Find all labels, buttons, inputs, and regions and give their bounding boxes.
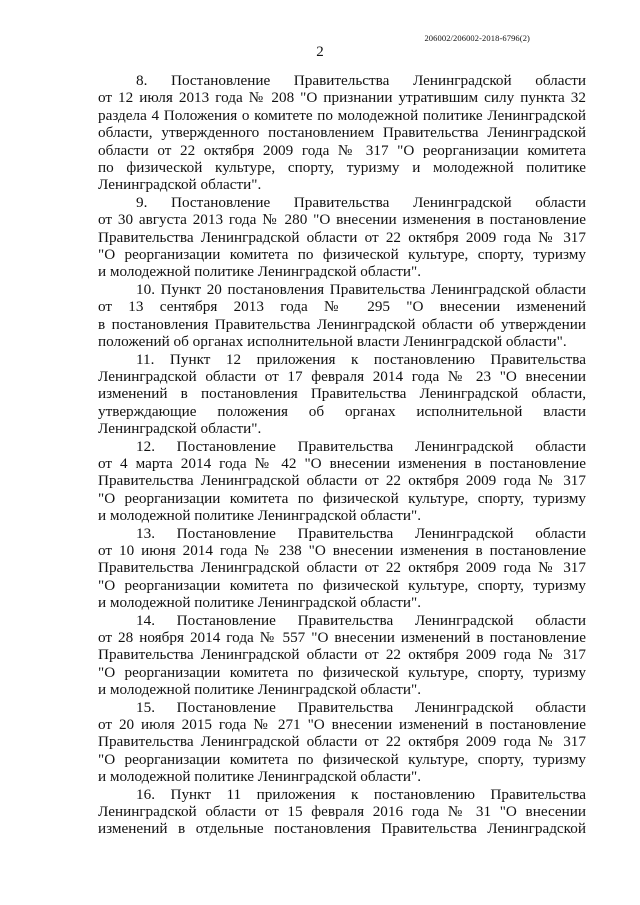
text-line: в постановления Правительства Ленинградской области об утверждении <box>98 315 586 333</box>
text-line: Ленинградской области". <box>98 176 262 194</box>
text-line: 14. Постановление Правительства Ленинградской области <box>136 611 586 629</box>
document-code: 206002/206002-2018-6796(2) <box>424 33 530 43</box>
text-line: и молодежной политике Ленинградской области". <box>98 768 422 786</box>
text-line: 13. Постановление Правительства Ленинградской области <box>136 524 586 542</box>
text-line: от 20 июля 2015 года № 271 "О внесении изменений в постановление <box>98 716 586 734</box>
list-item <box>98 281 586 351</box>
text-line: раздела 4 Положения о комитете по молодежной политике Ленинградской <box>98 106 586 124</box>
text-line: от 10 июня 2014 года № 238 "О внесении изменения в постановление <box>98 541 586 559</box>
text-line: "О реорганизации комитета по физической культуре, спорту, туризму <box>98 246 586 264</box>
text-line: Ленинградской области от 15 февраля 2016 года № 31 "О внесении <box>98 803 586 821</box>
text-line: от 4 марта 2014 года № 42 "О внесении изменения в постановление <box>98 454 586 472</box>
text-line: "О реорганизации комитета по физической культуре, спорту, туризму <box>98 750 586 768</box>
text-line: 15. Постановление Правительства Ленинградской области <box>136 698 586 716</box>
text-line: 8. Постановление Правительства Ленинградской области <box>136 72 586 89</box>
list-item <box>98 351 586 438</box>
list-item <box>98 72 586 194</box>
list-item <box>98 194 586 281</box>
text-line: 10. Пункт 20 постановления Правительства Ленинградской области <box>136 280 586 298</box>
text-line: Ленинградской области от 17 февраля 2014 года № 23 "О внесении <box>98 367 586 385</box>
document-body <box>98 72 586 838</box>
text-line: по физической культуре, спорту, туризму и молодежной политике <box>98 159 586 177</box>
text-line: Правительства Ленинградской области от 22 октября 2009 года № 317 <box>98 472 586 490</box>
text-line: Ленинградской области". <box>98 420 262 438</box>
text-line: положений об органах исполнительной власти Ленинградской области". <box>98 333 567 351</box>
text-line: от 28 ноября 2014 года № 557 "О внесении изменений в постановление <box>98 629 586 646</box>
text-line: изменений в отдельные постановления Правительства Ленинградской <box>98 820 586 838</box>
text-line: Правительства Ленинградской области от 22 октября 2009 года № 317 <box>98 559 586 577</box>
text-line: Правительства Ленинградской области от 22 октября 2009 года № 317 <box>98 646 586 664</box>
page-number: 2 <box>316 44 324 60</box>
text-line: "О реорганизации комитета по физической культуре, спорту, туризму <box>98 576 586 594</box>
text-line: от 30 августа 2013 года № 280 "О внесении изменения в постановление <box>98 211 586 229</box>
text-line: области, утвержденного постановлением Правительства Ленинградской <box>98 124 586 142</box>
text-line: от 12 июля 2013 года № 208 "О признании утратившим силу пункта 32 <box>98 89 586 107</box>
text-line: и молодежной политике Ленинградской области". <box>98 263 422 281</box>
text-line: 11. Пункт 12 приложения к постановлению Правительства <box>136 350 586 368</box>
list-item <box>98 786 586 838</box>
list-item <box>98 699 586 786</box>
text-line: и молодежной политике Ленинградской области". <box>98 681 422 699</box>
text-line: Правительства Ленинградской области от 22 октября 2009 года № 317 <box>98 228 586 246</box>
list-item <box>98 612 586 699</box>
text-line: Правительства Ленинградской области от 22 октября 2009 года № 317 <box>98 733 586 751</box>
text-line: 9. Постановление Правительства Ленинградской области <box>136 193 586 211</box>
list-item <box>98 525 586 612</box>
text-line: изменений в постановления Правительства Ленинградской области, <box>98 385 586 403</box>
text-line: 16. Пункт 11 приложения к постановлению Правительства <box>136 785 586 803</box>
text-line: области от 22 октября 2009 года № 317 "О реорганизации комитета <box>98 141 586 159</box>
text-line: 12. Постановление Правительства Ленинградской области <box>136 437 586 455</box>
text-line: утверждающие положения об органах исполнительной власти <box>98 402 586 420</box>
text-line: и молодежной политике Ленинградской области". <box>98 594 422 612</box>
text-line: "О реорганизации комитета по физической культуре, спорту, туризму <box>98 489 586 507</box>
text-line: от 13 сентября 2013 года № 295 "О внесении изменений <box>98 298 586 316</box>
text-line: и молодежной политике Ленинградской области". <box>98 507 422 525</box>
list-item <box>98 438 586 525</box>
text-line: "О реорганизации комитета по физической культуре, спорту, туризму <box>98 663 586 681</box>
